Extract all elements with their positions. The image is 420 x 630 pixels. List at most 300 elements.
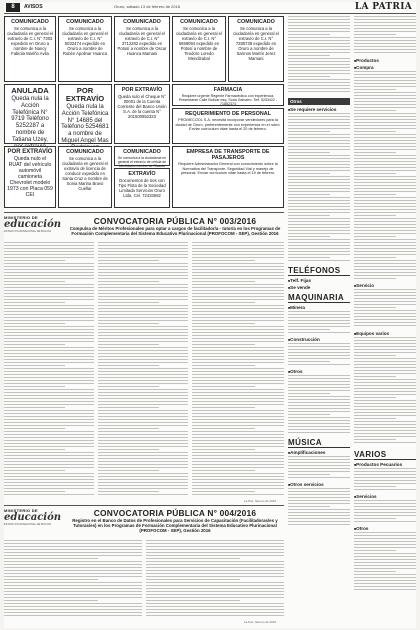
text-line (4, 269, 94, 270)
text-line (354, 74, 416, 75)
text-line (354, 200, 416, 201)
convocatoria-2-footer: La Paz, febrero de 2016 (244, 620, 277, 624)
text-line (192, 488, 284, 489)
convocatoria-title: CONVOCATORIA PÚBLICA N° 003/2016 (93, 216, 257, 226)
text-line (354, 427, 416, 428)
ad-title: EMPRESA DE TRANSPORTE DE PASAJEROS (186, 149, 270, 161)
text-line (192, 338, 284, 339)
text-line (98, 353, 188, 354)
text-line (192, 284, 284, 285)
text-line (4, 353, 94, 354)
text-line (192, 431, 284, 432)
text-line (192, 302, 255, 303)
text-line (354, 113, 416, 114)
text-line (146, 609, 284, 610)
text-line (146, 579, 240, 580)
text-line (192, 434, 284, 435)
text-line (288, 432, 350, 433)
text-line (192, 413, 284, 414)
text-line (192, 425, 284, 426)
text-line (288, 16, 350, 17)
text-line (4, 570, 142, 571)
text-line (4, 260, 65, 261)
text-line (354, 535, 416, 536)
text-line (288, 173, 330, 174)
text-line (288, 245, 350, 246)
text-line (288, 459, 350, 460)
ad-body: Queda nulo el Cheque N° 00001 de la Cuenta Corriente del Banco Unión S.A. de la cuenta N° 201500652333 (117, 94, 167, 119)
text-line (288, 70, 350, 71)
classifieds-column-a (288, 16, 350, 624)
text-line (98, 461, 188, 462)
text-line (354, 553, 416, 554)
text-line (4, 281, 65, 282)
text-line (354, 161, 416, 162)
text-line (354, 215, 396, 216)
text-line (354, 292, 416, 293)
text-line (354, 403, 416, 404)
text-line (4, 278, 94, 279)
text-line (288, 239, 350, 240)
text-line (4, 317, 94, 318)
text-line (192, 395, 284, 396)
text-line (4, 404, 94, 405)
ad-title: ANULADA (11, 86, 49, 95)
text-line (192, 344, 255, 345)
text-line (4, 335, 94, 336)
ministry-logo-2 (4, 508, 64, 530)
text-line (98, 365, 159, 366)
text-line (354, 418, 396, 419)
ad-title: POR EXTRAVÍO (7, 149, 53, 155)
ad-anulada (4, 84, 56, 144)
text-line (288, 332, 350, 333)
text-line (146, 552, 284, 553)
text-line (288, 343, 350, 344)
subcategory-minera: ■ Minera (288, 305, 350, 310)
text-line (4, 377, 94, 378)
text-line (354, 101, 416, 102)
ministry-top: MINISTERIO DE (4, 508, 38, 513)
text-line (4, 479, 94, 480)
ministry-top: MINISTERIO DE (4, 215, 38, 220)
text-line (288, 76, 330, 77)
text-line (98, 308, 188, 309)
text-block (354, 532, 416, 592)
subcategory-vende: ■ Se vende (288, 285, 350, 290)
text-line (192, 404, 284, 405)
text-line (354, 583, 416, 584)
text-line (354, 586, 416, 587)
text-line (4, 576, 142, 577)
convocatoria-subtitle: Compulsa de Méritos Profesionales para optar a cargos de facilitador/a - tutor/a en los Programas de Formación Complementaria del Sistema Educativo Plurinacional (PROFOCOM - SEP), Gestión 2016 (69, 226, 281, 236)
text-line (354, 376, 396, 377)
text-line (4, 591, 142, 592)
text-line (4, 314, 94, 315)
ad-body: Queda nula la Acción Telefónica N° 14685 del Teléfono 5254681 a nombre de Miguel Angel Mas (61, 104, 109, 144)
convocatoria-2-column-1 (4, 540, 142, 620)
text-line (354, 577, 416, 578)
text-line (4, 284, 94, 285)
text-line (4, 458, 94, 459)
text-line (98, 362, 188, 363)
text-line (146, 585, 284, 586)
text-line (192, 452, 284, 453)
ad-body: Queda nulo el RUAT del vehículo automóvil camioneta Chevrolet modelo 1973 con Placa 059 CEI (7, 156, 53, 198)
text-line (98, 401, 188, 402)
text-line (288, 352, 350, 353)
text-line (354, 194, 396, 195)
text-line (4, 311, 94, 312)
text-line (192, 437, 284, 438)
text-line (354, 409, 416, 410)
text-line (98, 392, 188, 393)
classifieds-column-b (354, 16, 416, 624)
text-line (98, 347, 188, 348)
text-line (288, 91, 350, 92)
text-line (288, 396, 350, 397)
subcategory-otros-varios: ■ Otros (354, 526, 416, 531)
text-line (192, 281, 255, 282)
text-line (354, 209, 416, 210)
text-line (98, 452, 188, 453)
text-line (354, 307, 396, 308)
text-line (4, 485, 94, 486)
text-line (192, 374, 284, 375)
text-line (98, 248, 188, 249)
text-line (192, 323, 255, 324)
text-line (98, 335, 188, 336)
text-line (288, 58, 350, 59)
text-line (354, 316, 416, 317)
text-line (192, 275, 284, 276)
subcategory-fijas: ■ Telf. Fijas (288, 278, 350, 283)
text-line (354, 107, 416, 108)
text-line (98, 281, 159, 282)
text-line (98, 443, 188, 444)
text-line (192, 377, 284, 378)
text-line (98, 434, 188, 435)
text-line (4, 401, 94, 402)
text-line (192, 356, 284, 357)
text-line (354, 146, 416, 147)
text-line (4, 585, 142, 586)
text-line (288, 494, 350, 495)
text-line (354, 506, 416, 507)
text-line (354, 439, 396, 440)
text-line (354, 49, 416, 50)
text-line (354, 509, 416, 510)
text-line (354, 415, 416, 416)
text-line (98, 395, 188, 396)
text-line (4, 320, 94, 321)
text-line (354, 367, 416, 368)
text-line (146, 597, 284, 598)
text-line (288, 155, 350, 156)
text-line (192, 254, 284, 255)
subcategory-servicio: ■ Servicio (354, 283, 416, 288)
text-line (288, 227, 350, 228)
text-line (4, 389, 94, 390)
text-line (354, 86, 416, 87)
subcategory-equipos: ■ Equipos varios (354, 331, 416, 336)
text-line (354, 289, 416, 290)
ad-comunicado-3 (114, 16, 170, 82)
text-line (146, 561, 284, 562)
text-line (288, 140, 350, 141)
text-line (288, 152, 330, 153)
text-line (98, 326, 188, 327)
text-line (354, 568, 416, 569)
text-line (4, 323, 65, 324)
text-line (354, 325, 416, 326)
text-line (146, 546, 284, 547)
text-line (354, 218, 416, 219)
text-line (98, 323, 159, 324)
text-line (288, 254, 350, 255)
text-block (354, 500, 416, 524)
text-line (4, 362, 94, 363)
text-line (354, 571, 396, 572)
text-line (288, 405, 350, 406)
text-line (4, 473, 94, 474)
text-line (98, 242, 188, 243)
text-line (98, 413, 188, 414)
ministry-name: educación (4, 512, 62, 523)
text-line (98, 404, 188, 405)
text-line (288, 28, 350, 29)
text-line (146, 570, 284, 571)
text-line (288, 420, 350, 421)
text-line (4, 305, 94, 306)
text-line (4, 263, 94, 264)
ad-title: FARMACIA (213, 87, 243, 93)
text-line (288, 218, 350, 219)
text-line (98, 350, 188, 351)
text-line (288, 221, 350, 222)
text-line (192, 317, 284, 318)
text-line (146, 588, 284, 589)
text-line (4, 425, 94, 426)
text-line (354, 322, 416, 323)
text-line (192, 494, 284, 495)
text-line (98, 368, 188, 369)
text-line (192, 251, 284, 252)
category-otros: Otros (288, 98, 350, 105)
text-line (354, 278, 396, 279)
text-line (146, 591, 284, 592)
text-line (4, 326, 94, 327)
text-line (192, 383, 284, 384)
text-line (288, 477, 350, 478)
text-line (354, 468, 416, 469)
text-line (192, 248, 284, 249)
divider (4, 212, 284, 213)
text-block (288, 16, 350, 96)
text-line (354, 257, 396, 258)
newspaper-logo: LA PATRIA (354, 2, 412, 12)
ad-title: EXTRAVÍO (128, 171, 156, 177)
text-line (354, 266, 416, 267)
text-line (354, 179, 416, 180)
ad-comunicado-7 (114, 146, 170, 166)
text-line (192, 365, 255, 366)
text-line (146, 615, 284, 616)
text-line (354, 532, 416, 533)
text-line (354, 358, 416, 359)
ad-requerimiento (172, 108, 284, 144)
text-line (288, 128, 350, 129)
text-line (4, 446, 94, 447)
text-line (354, 471, 416, 472)
text-line (288, 474, 330, 475)
text-line (288, 491, 350, 492)
text-line (98, 296, 188, 297)
text-line (354, 388, 416, 389)
text-line (98, 422, 188, 423)
category-telefonos: TELÉFONOS (288, 266, 350, 276)
text-line (98, 470, 159, 471)
text-line (288, 515, 350, 516)
ad-comunicado-4 (172, 16, 226, 82)
text-line (354, 203, 416, 204)
text-line (288, 364, 350, 365)
text-line (354, 125, 416, 126)
text-line (354, 31, 416, 32)
text-line (354, 191, 416, 192)
ad-body: Se comunica a la ciudadanía en general el extravío de C.I. N° 3712282 expedido en Potosí a nombre de Oscar Huanca Mamani (117, 26, 167, 56)
text-line (146, 603, 284, 604)
text-line (4, 413, 94, 414)
section-name: AVISOS (24, 4, 43, 10)
text-line (146, 555, 284, 556)
subcategory-productos: ■ Productos (354, 58, 416, 63)
text-line (192, 335, 284, 336)
text-line (4, 437, 94, 438)
text-line (354, 37, 416, 38)
text-line (4, 546, 142, 547)
text-line (288, 206, 350, 207)
text-line (288, 131, 330, 132)
text-line (98, 356, 188, 357)
text-line (98, 293, 188, 294)
header-date: Oruro, sábado 13 de febrero de 2016 (114, 4, 181, 9)
text-line (288, 137, 350, 138)
text-line (4, 549, 142, 550)
subcategory-construccion: ■ Construcción (288, 337, 350, 342)
text-line (354, 104, 416, 105)
text-line (354, 538, 416, 539)
text-line (354, 242, 416, 243)
text-line (4, 374, 94, 375)
text-line (354, 355, 396, 356)
text-line (354, 173, 396, 174)
text-line (98, 386, 159, 387)
text-line (288, 393, 330, 394)
text-line (354, 298, 416, 299)
text-line (192, 428, 255, 429)
text-line (354, 541, 416, 542)
text-line (354, 272, 416, 273)
ministry-logo-1 (4, 215, 64, 237)
text-line (98, 473, 188, 474)
text-line (288, 119, 350, 120)
text-line (4, 476, 94, 477)
text-line (354, 275, 416, 276)
text-line (98, 437, 188, 438)
text-line (288, 390, 350, 391)
text-line (288, 88, 350, 89)
text-line (288, 402, 350, 403)
text-line (4, 257, 94, 258)
text-line (354, 518, 396, 519)
ad-title: COMUNICADO (180, 19, 218, 25)
text-line (192, 476, 284, 477)
text-line (4, 371, 94, 372)
text-line (4, 597, 142, 598)
text-line (288, 134, 350, 135)
text-line (288, 149, 350, 150)
newspaper-page (4, 2, 416, 628)
text-line (288, 200, 350, 201)
text-line (354, 236, 396, 237)
text-line (98, 260, 159, 261)
text-line (288, 378, 350, 379)
text-line (192, 416, 284, 417)
text-line (4, 552, 142, 553)
text-line (98, 338, 188, 339)
text-line (98, 428, 159, 429)
convocatoria-title: CONVOCATORIA PÚBLICA N° 004/2016 (93, 508, 257, 518)
text-line (288, 215, 330, 216)
text-line (192, 458, 284, 459)
text-line (354, 149, 416, 150)
text-line (354, 500, 416, 501)
text-line (354, 474, 416, 475)
text-line (192, 314, 284, 315)
text-line (288, 462, 350, 463)
text-block (288, 456, 350, 480)
text-line (354, 489, 416, 490)
text-line (192, 407, 255, 408)
text-line (288, 518, 350, 519)
text-line (98, 287, 188, 288)
text-line (192, 440, 284, 441)
text-line (288, 191, 350, 192)
text-line (354, 22, 416, 23)
text-line (98, 380, 188, 381)
text-line (288, 55, 330, 56)
text-line (288, 381, 350, 382)
text-line (354, 352, 416, 353)
text-line (288, 408, 350, 409)
text-line (4, 573, 142, 574)
ad-por-extravio-1 (58, 84, 112, 144)
text-line (354, 245, 416, 246)
text-line (354, 394, 416, 395)
text-line (354, 412, 416, 413)
text-line (354, 565, 416, 566)
text-line (288, 471, 350, 472)
ad-comunicado-1 (4, 16, 56, 82)
ad-extravio (114, 168, 170, 208)
text-line (192, 422, 284, 423)
text-line (192, 479, 284, 480)
text-line (192, 401, 284, 402)
text-line (4, 338, 94, 339)
text-line (192, 332, 284, 333)
text-line (354, 433, 416, 434)
